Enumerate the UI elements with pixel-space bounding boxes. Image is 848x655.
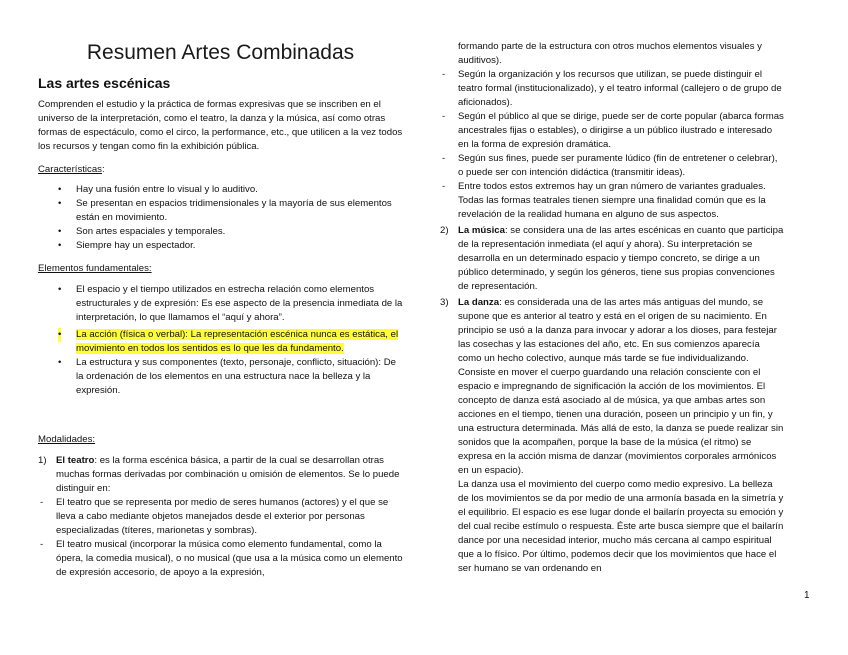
dash-marker: - bbox=[442, 111, 446, 122]
dash-item bbox=[440, 152, 785, 180]
item-text: : es la forma escénica básica, a partir de la cual se desarrollan otras muchas formas derivadas por combinación u omisión de elementos. Se lo puede distinguir en: bbox=[56, 455, 400, 494]
dash-item-text: Entre todos estos extremos hay un gran número de variantes graduales. Todas las formas teatrales tienen siempre una finalidad común que es la revelación de la realidad humana en alguno de sus aspectos. bbox=[458, 181, 766, 220]
dash-item bbox=[38, 496, 403, 538]
numbered-item-musica bbox=[440, 224, 785, 294]
numbered-item-danza bbox=[440, 296, 785, 478]
bullet-icon: • bbox=[58, 284, 62, 295]
item-marker: 3) bbox=[440, 297, 449, 308]
dash-marker: - bbox=[442, 153, 446, 164]
item-text: : se considera una de las artes escénicas en cuanto que participa de la representación inmediata (el aquí y ahora). Su interpretación se desarrolla en un determinado espacio y tiempo concreto, se dirige a un público determinado, y según los géneros, tiene sus propias convenciones de representación. bbox=[458, 225, 784, 292]
page-number: 1 bbox=[804, 590, 810, 601]
item-term: La danza bbox=[458, 297, 500, 308]
caracteristicas-heading bbox=[38, 163, 403, 177]
right-column-content bbox=[440, 40, 785, 576]
bullet-icon: • bbox=[58, 184, 62, 195]
dash-item bbox=[440, 68, 785, 110]
dash-item-text: El teatro que se representa por medio de seres humanos (actores) y el que se lleva a cabo mediante objetos manejados desde el exterior por personas especializadas (títeres, marionetas y sombras). bbox=[56, 497, 389, 536]
item-term: El teatro bbox=[56, 455, 95, 466]
dash-item-text: Según el público al que se dirige, puede ser de corte popular (abarca formas ancestrales fijas o estables), o dirigirse a un público ilustrado e interesado en la forma de expresión dramática. bbox=[458, 111, 784, 150]
dash-item bbox=[440, 110, 785, 152]
item-marker: 1) bbox=[38, 455, 47, 466]
continuation-text: formando parte de la estructura con otros muchos elementos visuales y auditivos). bbox=[458, 41, 762, 66]
bullet-icon: • bbox=[58, 226, 62, 237]
dash-marker: - bbox=[40, 497, 44, 508]
list-item bbox=[38, 239, 403, 253]
list-item-text: El espacio y el tiempo utilizados en estrecha relación como elementos estructurales y de expresión: Es ese aspecto de la presencia inmediata de la interpretación, lo que llamamos el “aquí y ahora”. bbox=[76, 284, 403, 323]
list-item bbox=[38, 197, 403, 225]
list-item bbox=[38, 283, 403, 325]
danza-paragraph: La danza usa el movimiento del cuerpo como medio expresivo. La belleza de los movimientos se da por medio de una armonía basada en la simetría y el equilibrio. El espacio es ese lugar donde el bailarín proyecta su emoción y del cual recibe estímulo o respuesta. Éste arte busca siempre que el bailarín dance por una necesidad interior, mucho más cercana al campo espiritual que a lo físico. Por último, podemos decir que los movimientos que hace el ser humano se van ordenando en bbox=[458, 479, 784, 574]
list-item bbox=[38, 225, 403, 239]
list-item bbox=[38, 356, 403, 398]
intro-paragraph: Comprenden el estudio y la práctica de formas expresivas que se inscriben en el universo de la interpretación, como el teatro, la danza y la música, así como otras formas de espectáculo, como el circo, la performance, etc., que utilicen a la vez todos los recursos y tengan como fin la exhibición pública. bbox=[38, 99, 403, 152]
dash-item-text: El teatro musical (incorporar la música como elemento fundamental, como la ópera, la comedia musical), o no musical (que usa a la música como un elemento de expresión accesorio, de apoyo a la expresión, bbox=[56, 539, 403, 578]
dash-item-text: Según sus fines, puede ser puramente lúdico (fin de entretener o celebrar), o puede ser con intención didáctica (transmitir ideas). bbox=[458, 153, 778, 178]
bullet-icon: • bbox=[58, 240, 62, 251]
caracteristicas-list bbox=[38, 183, 403, 253]
caracteristicas-colon: : bbox=[101, 164, 105, 175]
bullet-icon: • bbox=[58, 329, 62, 340]
list-item-text: Hay una fusión entre lo visual y lo auditivo. bbox=[76, 184, 258, 195]
dash-item-text: Según la organización y los recursos que utilizan, se puede distinguir el teatro formal (institucionalizado), y el teatro informal (callejero o de grupo de aficionados). bbox=[458, 69, 782, 108]
elementos-list bbox=[38, 283, 403, 398]
dash-marker: - bbox=[442, 181, 446, 192]
modalidades-list bbox=[38, 454, 403, 580]
section-heading: Las artes escénicas bbox=[38, 75, 171, 91]
item-marker: 2) bbox=[440, 225, 449, 236]
list-item-text: Son artes espaciales y temporales. bbox=[76, 226, 226, 237]
bullet-icon: • bbox=[58, 357, 62, 368]
document-title: Resumen Artes Combinadas bbox=[86, 41, 355, 64]
list-item-text: Se presentan en espacios tridimensionales y la mayoría de sus elementos están en movimiento. bbox=[76, 198, 392, 223]
item-term: La música bbox=[458, 225, 505, 236]
item-text: : es considerada una de las artes más antiguas del mundo, se supone que es anterior al teatro y está en el origen de su nacimiento. En principio se usó a la danza para invocar y adorar a los dioses, para festejar las cosechas y las estaciones del año, etc. En sus comienzos aparecía como un hecho colectivo, aunque más tarde se fue individualizando. Consiste en mover el cuerpo guardando una relación consciente con el espacio e impregnando de significación la acción de los movimientos. El concepto de danza está asociado al de música, ya que ambas artes son acciones en el tiempo, tienen una duración, poseen un principio y un fin, y una estructura determinada. Más allá de esto, la danza se puede realizar sin sonidos que la acompañen, porque la base de la música (el ritmo) se expresa en la acción misma de danzar (movimientos corporales armónicos en un espacio). bbox=[458, 297, 784, 476]
elementos-heading: Elementos fundamentales: bbox=[38, 263, 152, 274]
dash-marker: - bbox=[40, 539, 44, 550]
list-item bbox=[38, 183, 403, 197]
dash-item bbox=[440, 180, 785, 222]
modalidades-heading: Modalidades: bbox=[38, 434, 96, 445]
list-item-text: La estructura y sus componentes (texto, personaje, conflicto, situación): De la ordenación de los elementos en una estructura nace la belleza y la expresión. bbox=[76, 357, 396, 396]
numbered-item-teatro bbox=[38, 454, 403, 496]
caracteristicas-label: Características bbox=[38, 164, 102, 175]
highlighted-text: La acción (física o verbal): La representación escénica nunca es estática, el movimiento en todos los sentidos es lo que les da fundamento. bbox=[76, 329, 399, 354]
list-item-highlighted bbox=[38, 328, 403, 356]
bullet-icon: • bbox=[58, 198, 62, 209]
dash-marker: - bbox=[442, 69, 446, 80]
dash-item bbox=[38, 538, 403, 580]
list-item-text: Siempre hay un espectador. bbox=[76, 240, 196, 251]
